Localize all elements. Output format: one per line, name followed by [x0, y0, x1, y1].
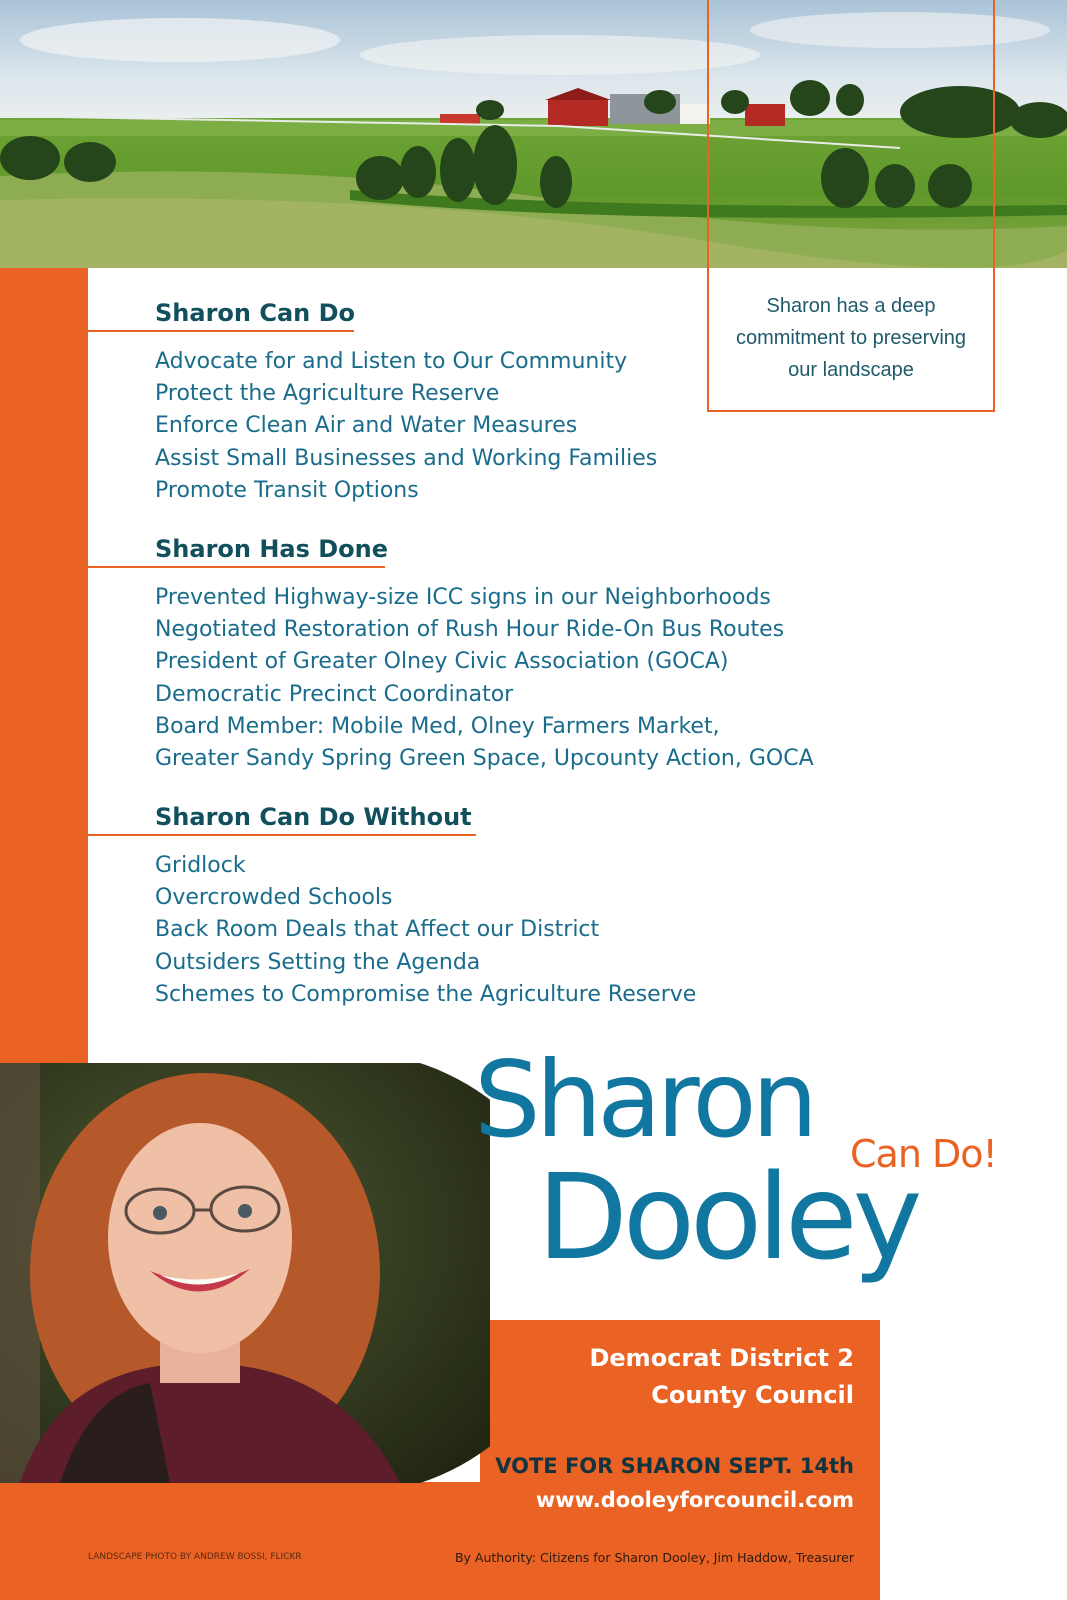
candidate-portrait: [0, 1063, 490, 1483]
has-done-list: [155, 582, 814, 775]
list-item: Negotiated Restoration of Rush Hour Ride-On Bus Routes: [155, 617, 785, 643]
office-line-1: Democrat District 2: [589, 1344, 854, 1372]
list-item: Overcrowded Schools: [155, 885, 393, 911]
authority-line: By Authority: Citizens for Sharon Dooley, Jim Haddow, Treasurer: [454, 1550, 854, 1565]
vote-date: VOTE FOR SHARON SEPT. 14th: [495, 1454, 854, 1478]
heading-underline: [88, 834, 476, 836]
candidate-first-name: Sharon: [474, 1039, 814, 1161]
candidate-last-name: Dooley: [537, 1148, 918, 1286]
tagline: Can Do!: [850, 1132, 997, 1176]
list-item: Advocate for and Listen to Our Community: [155, 349, 628, 374]
heading-underline: [88, 566, 385, 568]
list-item: Schemes to Compromise the Agriculture Reserve: [155, 981, 697, 1007]
section-heading-can-do-without: Sharon Can Do Without: [155, 803, 472, 831]
left-accent-bar: [0, 268, 88, 1063]
list-item: Greater Sandy Spring Green Space, Upcounty Action, GOCA: [155, 746, 814, 772]
callout-text: Sharon has a deep commitment to preserving our landscape: [735, 295, 967, 381]
list-item: Prevented Highway-size ICC signs in our Neighborhoods: [155, 585, 771, 610]
can-do-without-list: [155, 850, 696, 1011]
can-do-list: [155, 346, 657, 507]
list-item: Outsiders Setting the Agenda: [155, 949, 481, 975]
list-item: Protect the Agriculture Reserve: [155, 381, 500, 407]
section-heading-can-do: Sharon Can Do: [155, 299, 355, 327]
office-line-2: County Council: [651, 1381, 854, 1409]
list-item: President of Greater Olney Civic Association (GOCA): [155, 649, 729, 675]
list-item: Assist Small Businesses and Working Families: [155, 445, 658, 471]
heading-underline: [88, 330, 354, 332]
list-item: Promote Transit Options: [155, 477, 419, 503]
list-item: Board Member: Mobile Med, Olney Farmers Market,: [155, 713, 720, 739]
list-item: Democratic Precinct Coordinator: [155, 681, 514, 707]
list-item: Back Room Deals that Affect our District: [155, 917, 600, 943]
list-item: Gridlock: [155, 853, 246, 878]
photo-credit: LANDSCAPE PHOTO BY ANDREW BOSSI, FLICKR: [88, 1552, 302, 1562]
website-link[interactable]: www.dooleyforcouncil.com: [535, 1488, 854, 1512]
list-item: Enforce Clean Air and Water Measures: [155, 413, 578, 439]
section-heading-has-done: Sharon Has Done: [155, 535, 389, 563]
